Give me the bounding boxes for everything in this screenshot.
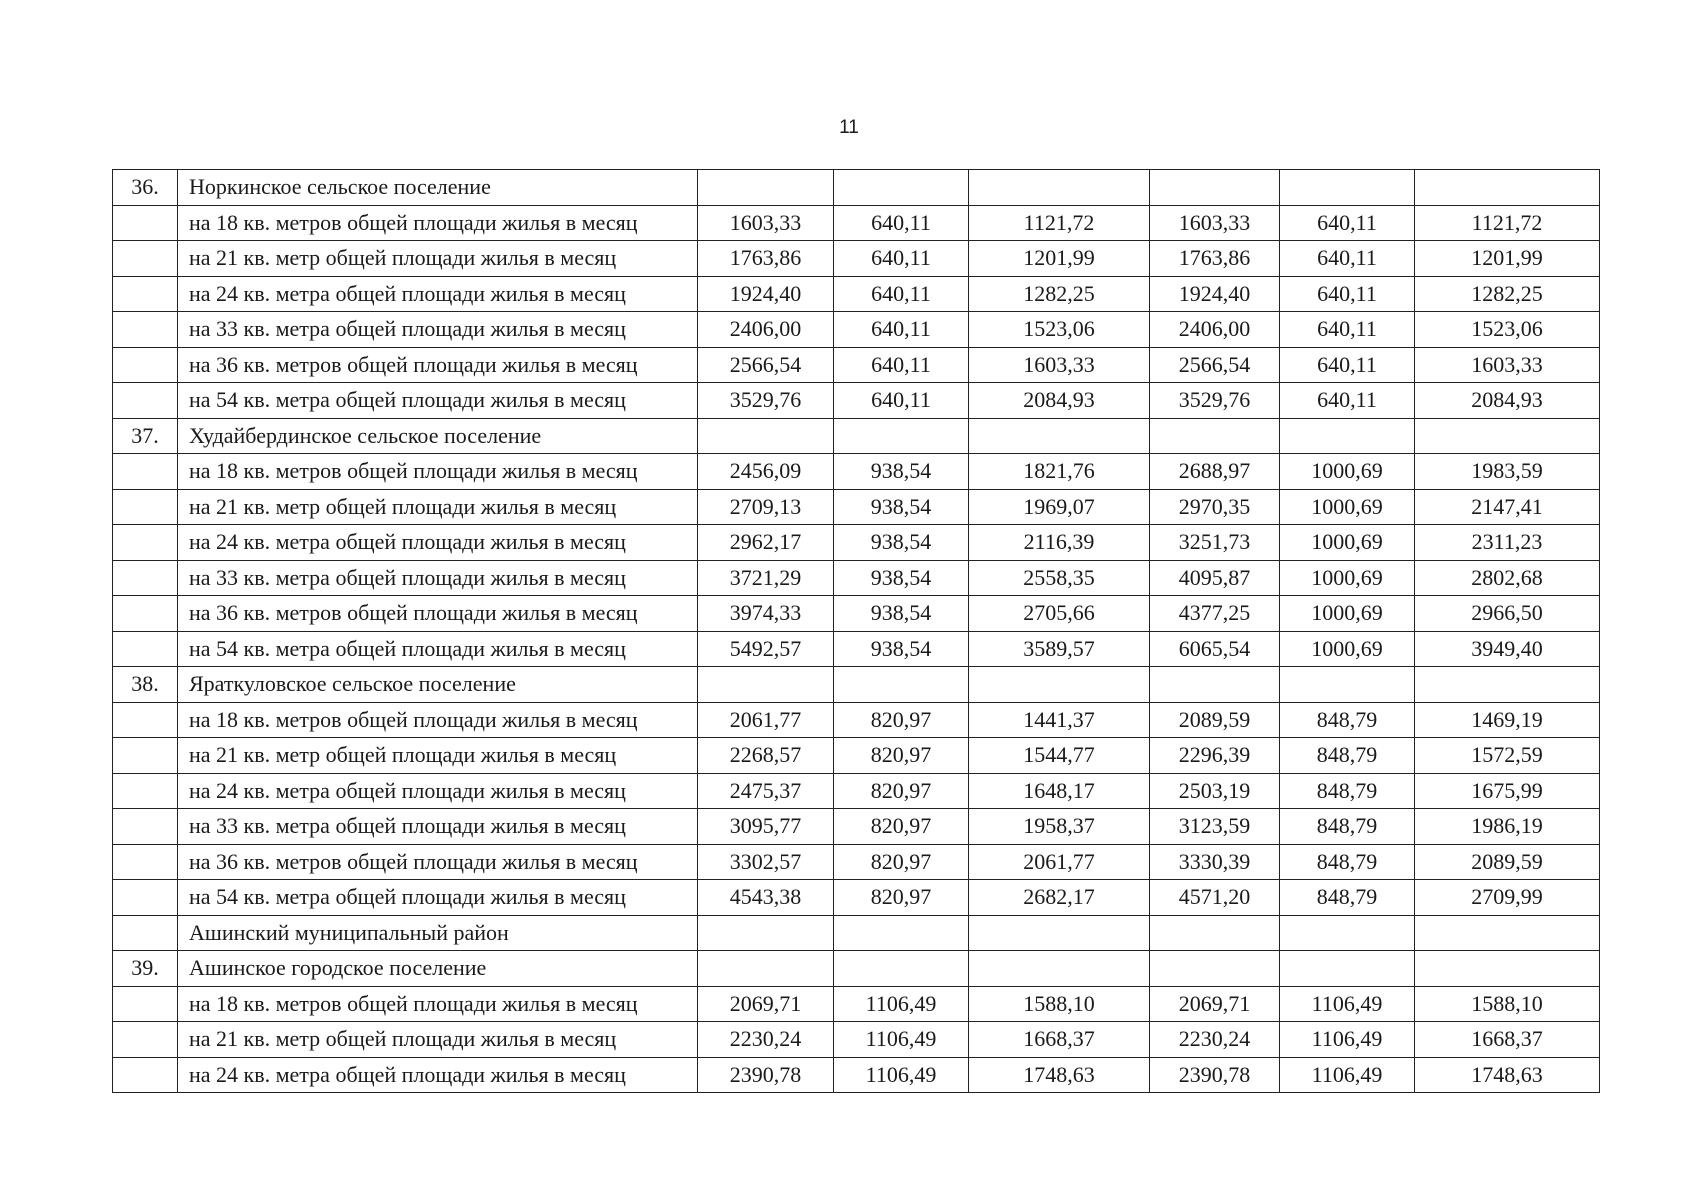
row-label: на 24 кв. метра общей площади жилья в месяц	[178, 525, 698, 561]
row-number: 36.	[113, 170, 178, 206]
row-label: на 24 кв. метра общей площади жилья в месяц	[178, 276, 698, 312]
value-cell: 2406,00	[698, 312, 834, 348]
value-cell: 820,97	[834, 738, 969, 774]
value-cell: 1121,72	[1415, 205, 1600, 241]
value-cell: 640,11	[834, 205, 969, 241]
value-cell: 2709,13	[698, 489, 834, 525]
value-cell: 1523,06	[969, 312, 1150, 348]
value-cell: 1958,37	[969, 809, 1150, 845]
value-cell: 848,79	[1280, 809, 1415, 845]
value-cell: 848,79	[1280, 773, 1415, 809]
value-cell: 640,11	[1280, 312, 1415, 348]
value-cell	[834, 418, 969, 454]
row-number: 38.	[113, 667, 178, 703]
value-cell: 2566,54	[698, 347, 834, 383]
value-cell	[1150, 915, 1280, 951]
value-cell: 2230,24	[1150, 1022, 1280, 1058]
row-number	[113, 596, 178, 632]
value-cell: 1763,86	[698, 241, 834, 277]
row-number	[113, 276, 178, 312]
value-cell: 2268,57	[698, 738, 834, 774]
row-number	[113, 347, 178, 383]
table-row	[113, 1057, 1600, 1093]
value-cell: 2475,37	[698, 773, 834, 809]
row-number	[113, 489, 178, 525]
row-number	[113, 205, 178, 241]
value-cell	[969, 667, 1150, 703]
value-cell: 3302,57	[698, 844, 834, 880]
value-cell	[834, 951, 969, 987]
value-cell: 1572,59	[1415, 738, 1600, 774]
value-cell	[1150, 170, 1280, 206]
value-cell: 2558,35	[969, 560, 1150, 596]
value-cell: 2061,77	[969, 844, 1150, 880]
value-cell	[1280, 951, 1415, 987]
value-cell: 640,11	[834, 241, 969, 277]
row-label: Норкинское сельское поселение	[178, 170, 698, 206]
value-cell: 848,79	[1280, 844, 1415, 880]
value-cell: 2089,59	[1150, 702, 1280, 738]
row-number	[113, 844, 178, 880]
value-cell: 1000,69	[1280, 525, 1415, 561]
value-cell: 2061,77	[698, 702, 834, 738]
value-cell: 1668,37	[1415, 1022, 1600, 1058]
value-cell: 1648,17	[969, 773, 1150, 809]
table-row	[113, 276, 1600, 312]
value-cell: 4571,20	[1150, 880, 1280, 916]
value-cell: 1000,69	[1280, 489, 1415, 525]
value-cell: 1106,49	[834, 986, 969, 1022]
value-cell: 2084,93	[969, 383, 1150, 419]
value-cell: 1000,69	[1280, 454, 1415, 490]
value-cell: 2406,00	[1150, 312, 1280, 348]
value-cell: 1201,99	[1415, 241, 1600, 277]
value-cell: 3095,77	[698, 809, 834, 845]
row-label: на 21 кв. метр общей площади жилья в месяц	[178, 738, 698, 774]
value-cell	[1415, 667, 1600, 703]
table-row	[113, 347, 1600, 383]
table-row	[113, 170, 1600, 206]
row-label: на 21 кв. метр общей площади жилья в месяц	[178, 1022, 698, 1058]
row-label: Яраткуловское сельское поселение	[178, 667, 698, 703]
value-cell	[969, 915, 1150, 951]
row-label: на 24 кв. метра общей площади жилья в месяц	[178, 1057, 698, 1093]
row-label: на 36 кв. метров общей площади жилья в месяц	[178, 844, 698, 880]
value-cell: 1668,37	[969, 1022, 1150, 1058]
row-number	[113, 383, 178, 419]
row-number	[113, 1022, 178, 1058]
value-cell	[834, 915, 969, 951]
value-cell: 848,79	[1280, 738, 1415, 774]
value-cell: 2456,09	[698, 454, 834, 490]
value-cell	[698, 915, 834, 951]
value-cell	[1415, 418, 1600, 454]
value-cell: 2069,71	[1150, 986, 1280, 1022]
value-cell: 938,54	[834, 560, 969, 596]
value-cell: 2962,17	[698, 525, 834, 561]
value-cell: 820,97	[834, 702, 969, 738]
value-cell: 2084,93	[1415, 383, 1600, 419]
value-cell: 938,54	[834, 631, 969, 667]
table-row	[113, 631, 1600, 667]
row-label: Ашинское городское поселение	[178, 951, 698, 987]
value-cell: 3123,59	[1150, 809, 1280, 845]
value-cell: 1763,86	[1150, 241, 1280, 277]
table-row	[113, 312, 1600, 348]
value-cell: 938,54	[834, 489, 969, 525]
table-row	[113, 418, 1600, 454]
value-cell: 2503,19	[1150, 773, 1280, 809]
value-cell: 2296,39	[1150, 738, 1280, 774]
value-cell: 2802,68	[1415, 560, 1600, 596]
row-label: на 54 кв. метра общей площади жилья в месяц	[178, 631, 698, 667]
table-row	[113, 525, 1600, 561]
value-cell	[1415, 170, 1600, 206]
row-number	[113, 525, 178, 561]
value-cell: 1441,37	[969, 702, 1150, 738]
value-cell	[969, 170, 1150, 206]
value-cell: 3529,76	[698, 383, 834, 419]
value-cell: 4095,87	[1150, 560, 1280, 596]
row-label: на 54 кв. метра общей площади жилья в месяц	[178, 880, 698, 916]
value-cell: 1588,10	[969, 986, 1150, 1022]
value-cell: 2147,41	[1415, 489, 1600, 525]
table-row	[113, 951, 1600, 987]
value-cell: 3974,33	[698, 596, 834, 632]
value-cell: 820,97	[834, 844, 969, 880]
value-cell: 2970,35	[1150, 489, 1280, 525]
value-cell: 1924,40	[1150, 276, 1280, 312]
row-number	[113, 986, 178, 1022]
value-cell	[1150, 667, 1280, 703]
row-label: на 33 кв. метра общей площади жилья в месяц	[178, 560, 698, 596]
value-cell: 1106,49	[1280, 1022, 1415, 1058]
row-label: Худайбердинское сельское поселение	[178, 418, 698, 454]
value-cell: 2566,54	[1150, 347, 1280, 383]
table-row	[113, 454, 1600, 490]
value-cell: 640,11	[834, 276, 969, 312]
value-cell: 848,79	[1280, 702, 1415, 738]
tariff-table	[112, 169, 1600, 1093]
table-row	[113, 667, 1600, 703]
value-cell	[834, 170, 969, 206]
value-cell	[698, 667, 834, 703]
table-body	[113, 170, 1600, 1093]
row-label: на 21 кв. метр общей площади жилья в месяц	[178, 241, 698, 277]
value-cell	[698, 170, 834, 206]
value-cell	[1415, 951, 1600, 987]
row-label: на 21 кв. метр общей площади жилья в месяц	[178, 489, 698, 525]
value-cell: 2089,59	[1415, 844, 1600, 880]
value-cell: 4377,25	[1150, 596, 1280, 632]
value-cell: 640,11	[1280, 205, 1415, 241]
value-cell	[1150, 418, 1280, 454]
table-row	[113, 1022, 1600, 1058]
value-cell: 1523,06	[1415, 312, 1600, 348]
value-cell: 1000,69	[1280, 596, 1415, 632]
value-cell: 1603,33	[969, 347, 1150, 383]
row-number: 39.	[113, 951, 178, 987]
value-cell: 1000,69	[1280, 560, 1415, 596]
value-cell: 938,54	[834, 596, 969, 632]
row-label: на 36 кв. метров общей площади жилья в месяц	[178, 596, 698, 632]
table-row	[113, 702, 1600, 738]
value-cell: 1924,40	[698, 276, 834, 312]
value-cell: 2682,17	[969, 880, 1150, 916]
value-cell: 848,79	[1280, 880, 1415, 916]
row-label: на 18 кв. метров общей площади жилья в месяц	[178, 454, 698, 490]
value-cell: 1106,49	[834, 1057, 969, 1093]
row-number	[113, 809, 178, 845]
value-cell: 2230,24	[698, 1022, 834, 1058]
value-cell	[1280, 915, 1415, 951]
value-cell: 820,97	[834, 773, 969, 809]
value-cell: 2390,78	[1150, 1057, 1280, 1093]
value-cell: 1282,25	[969, 276, 1150, 312]
value-cell: 2116,39	[969, 525, 1150, 561]
value-cell: 820,97	[834, 880, 969, 916]
value-cell: 2390,78	[698, 1057, 834, 1093]
value-cell: 4543,38	[698, 880, 834, 916]
row-number	[113, 738, 178, 774]
value-cell: 938,54	[834, 525, 969, 561]
value-cell: 3330,39	[1150, 844, 1280, 880]
value-cell: 6065,54	[1150, 631, 1280, 667]
value-cell: 2311,23	[1415, 525, 1600, 561]
table-row	[113, 880, 1600, 916]
value-cell: 2069,71	[698, 986, 834, 1022]
value-cell: 1748,63	[969, 1057, 1150, 1093]
value-cell	[969, 951, 1150, 987]
value-cell: 640,11	[834, 383, 969, 419]
row-label: Ашинский муниципальный район	[178, 915, 698, 951]
value-cell: 640,11	[1280, 383, 1415, 419]
row-number	[113, 880, 178, 916]
value-cell: 1469,19	[1415, 702, 1600, 738]
value-cell	[834, 667, 969, 703]
value-cell	[1280, 667, 1415, 703]
row-label: на 18 кв. метров общей площади жилья в месяц	[178, 702, 698, 738]
row-label: на 18 кв. метров общей площади жилья в месяц	[178, 986, 698, 1022]
row-label: на 36 кв. метров общей площади жилья в месяц	[178, 347, 698, 383]
value-cell: 3251,73	[1150, 525, 1280, 561]
value-cell: 2705,66	[969, 596, 1150, 632]
value-cell	[698, 951, 834, 987]
value-cell: 1983,59	[1415, 454, 1600, 490]
value-cell: 3529,76	[1150, 383, 1280, 419]
row-label: на 18 кв. метров общей площади жилья в месяц	[178, 205, 698, 241]
value-cell: 1106,49	[1280, 1057, 1415, 1093]
value-cell: 1282,25	[1415, 276, 1600, 312]
value-cell: 1106,49	[834, 1022, 969, 1058]
row-number	[113, 560, 178, 596]
value-cell: 640,11	[1280, 276, 1415, 312]
value-cell: 3949,40	[1415, 631, 1600, 667]
value-cell: 1748,63	[1415, 1057, 1600, 1093]
value-cell: 1588,10	[1415, 986, 1600, 1022]
value-cell	[1415, 915, 1600, 951]
value-cell: 1675,99	[1415, 773, 1600, 809]
table-row	[113, 986, 1600, 1022]
table-row	[113, 773, 1600, 809]
value-cell: 1821,76	[969, 454, 1150, 490]
row-label: на 33 кв. метра общей площади жилья в месяц	[178, 312, 698, 348]
table-row	[113, 809, 1600, 845]
value-cell: 3589,57	[969, 631, 1150, 667]
value-cell: 1603,33	[1415, 347, 1600, 383]
row-number	[113, 454, 178, 490]
value-cell	[1280, 170, 1415, 206]
row-label: на 24 кв. метра общей площади жилья в месяц	[178, 773, 698, 809]
row-label: на 54 кв. метра общей площади жилья в месяц	[178, 383, 698, 419]
value-cell: 2709,99	[1415, 880, 1600, 916]
row-number	[113, 915, 178, 951]
row-number	[113, 312, 178, 348]
value-cell: 1603,33	[1150, 205, 1280, 241]
row-number: 37.	[113, 418, 178, 454]
row-number	[113, 702, 178, 738]
value-cell	[1150, 951, 1280, 987]
row-number	[113, 773, 178, 809]
value-cell: 1986,19	[1415, 809, 1600, 845]
table-row	[113, 205, 1600, 241]
value-cell: 1969,07	[969, 489, 1150, 525]
value-cell: 1106,49	[1280, 986, 1415, 1022]
value-cell: 1603,33	[698, 205, 834, 241]
value-cell: 1121,72	[969, 205, 1150, 241]
table-row	[113, 738, 1600, 774]
value-cell	[969, 418, 1150, 454]
table-row	[113, 915, 1600, 951]
table-row	[113, 489, 1600, 525]
value-cell: 640,11	[834, 312, 969, 348]
value-cell: 1201,99	[969, 241, 1150, 277]
value-cell: 640,11	[834, 347, 969, 383]
value-cell	[1280, 418, 1415, 454]
value-cell	[698, 418, 834, 454]
table-row	[113, 844, 1600, 880]
table-row	[113, 241, 1600, 277]
row-number	[113, 1057, 178, 1093]
table-row	[113, 560, 1600, 596]
row-label: на 33 кв. метра общей площади жилья в месяц	[178, 809, 698, 845]
value-cell: 938,54	[834, 454, 969, 490]
table-row	[113, 383, 1600, 419]
value-cell: 3721,29	[698, 560, 834, 596]
row-number	[113, 631, 178, 667]
value-cell: 820,97	[834, 809, 969, 845]
row-number	[113, 241, 178, 277]
value-cell: 1544,77	[969, 738, 1150, 774]
value-cell: 2688,97	[1150, 454, 1280, 490]
value-cell: 640,11	[1280, 241, 1415, 277]
value-cell: 1000,69	[1280, 631, 1415, 667]
page-number: 11	[839, 117, 859, 138]
value-cell: 5492,57	[698, 631, 834, 667]
table-row	[113, 596, 1600, 632]
value-cell: 640,11	[1280, 347, 1415, 383]
value-cell: 2966,50	[1415, 596, 1600, 632]
